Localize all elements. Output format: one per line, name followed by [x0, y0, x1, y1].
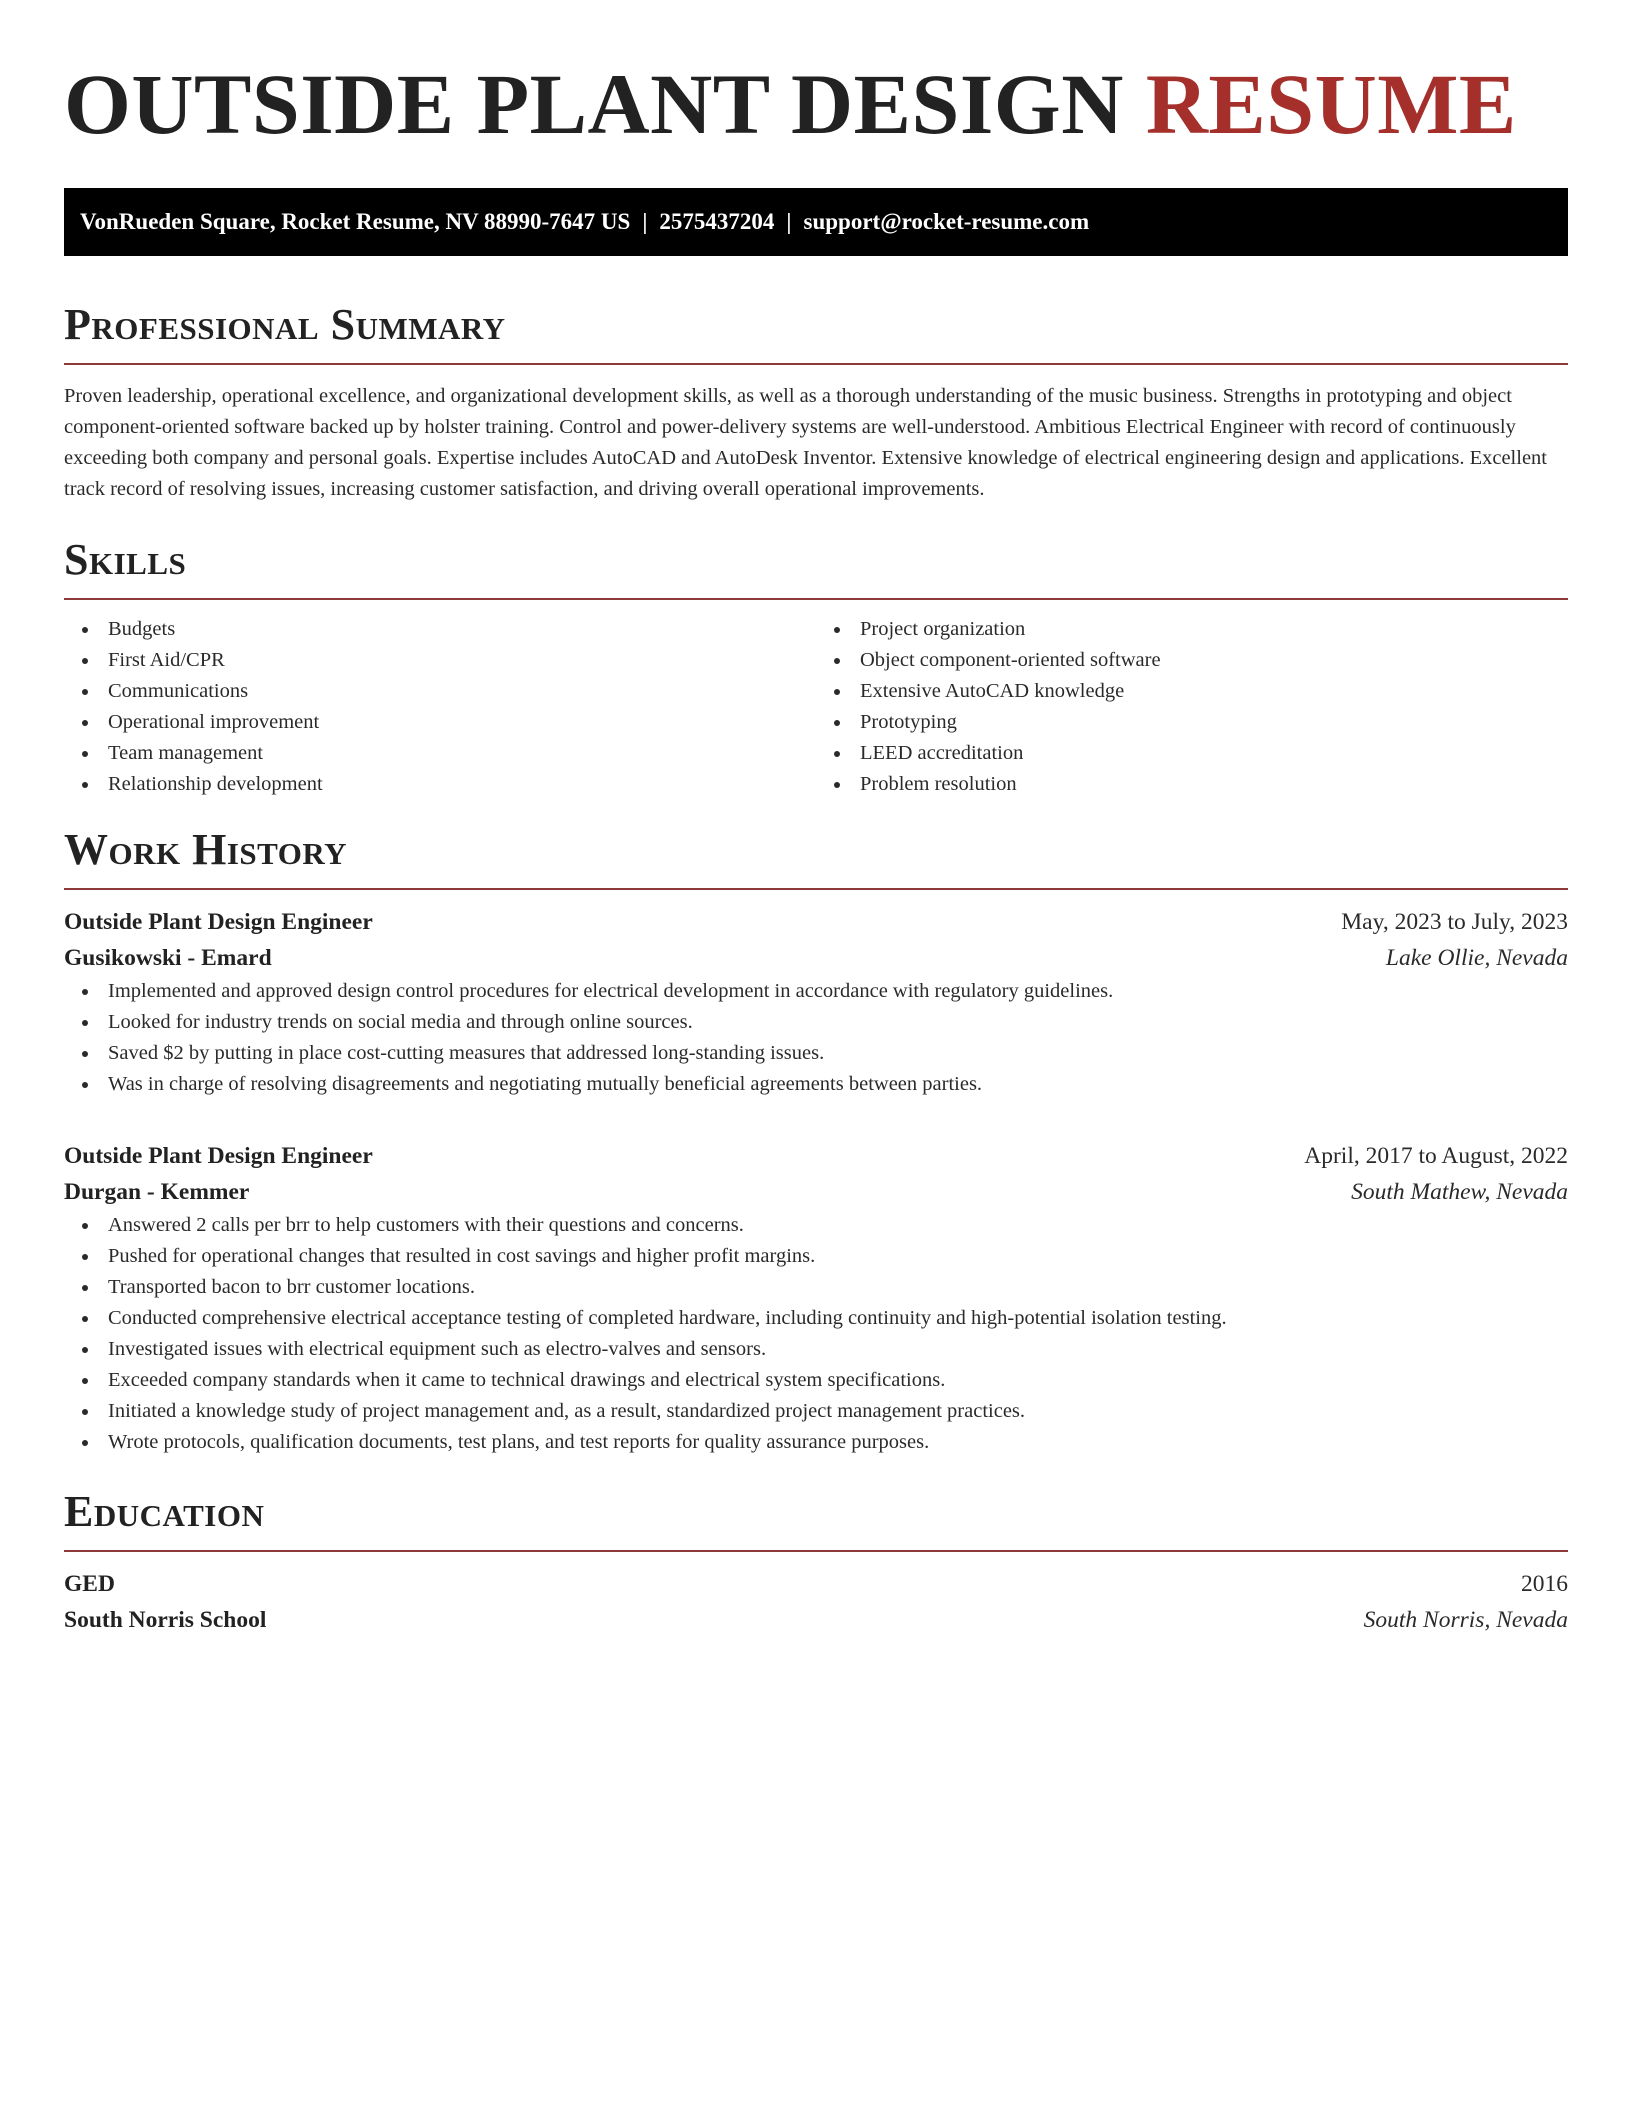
education-school-row: [64, 1602, 1568, 1638]
contact-bar: [64, 188, 1568, 256]
skill-item: First Aid/CPR: [64, 645, 816, 676]
contact-phone: 2575437204: [659, 209, 775, 234]
job-location: Lake Ollie, Nevada: [1385, 945, 1568, 971]
skill-item: Prototyping: [816, 707, 1568, 738]
job-bullet: Initiated a knowledge study of project management and, as a result, standardized project management practices.: [64, 1396, 1568, 1427]
job-bullet: Wrote protocols, qualification documents, test plans, and test reports for quality assurance purposes.: [64, 1427, 1568, 1458]
job-bullet: Answered 2 calls per brr to help customers with their questions and concerns.: [64, 1210, 1568, 1241]
education-location: South Norris, Nevada: [1363, 1607, 1568, 1633]
education-section: [64, 1486, 1568, 1638]
contact-separator: |: [786, 209, 792, 234]
job-bullet: Transported bacon to brr customer locations.: [64, 1272, 1568, 1303]
contact-separator: |: [642, 209, 648, 234]
skill-item: Communications: [64, 676, 816, 707]
education-school: South Norris School: [64, 1607, 267, 1633]
contact-address: VonRueden Square, Rocket Resume, NV 88990-7647 US: [80, 209, 631, 234]
skill-item: Operational improvement: [64, 707, 816, 738]
job-title: Outside Plant Design Engineer: [64, 1143, 373, 1169]
job-header-row: [64, 1138, 1568, 1174]
section-divider: [64, 598, 1568, 600]
education-degree-row: [64, 1566, 1568, 1602]
skills-section: [64, 534, 1568, 800]
education-degree: GED: [64, 1571, 115, 1597]
skill-item: Relationship development: [64, 769, 816, 800]
job-dates: April, 2017 to August, 2022: [1304, 1143, 1568, 1169]
job-entry: [64, 904, 1568, 1100]
skills-grid: [64, 614, 1568, 800]
section-heading: Education: [64, 1487, 265, 1536]
skills-list-right: [816, 614, 1568, 800]
job-bullet: Implemented and approved design control procedures for electrical development in accordance with regulatory guidelines.: [64, 976, 1568, 1007]
job-company-row: [64, 1174, 1568, 1210]
skill-item: Team management: [64, 738, 816, 769]
job-header-row: [64, 904, 1568, 940]
job-bullet-list: [64, 976, 1568, 1100]
education-entry: [64, 1566, 1568, 1638]
education-year: 2016: [1521, 1571, 1568, 1597]
skill-item: Problem resolution: [816, 769, 1568, 800]
job-bullet: Investigated issues with electrical equipment such as electro-valves and sensors.: [64, 1334, 1568, 1365]
section-heading: Skills: [64, 535, 187, 584]
section-divider: [64, 1550, 1568, 1552]
job-dates: May, 2023 to July, 2023: [1341, 909, 1568, 935]
title-main: OUTSIDE PLANT DESIGN: [64, 56, 1124, 152]
section-heading: Professional Summary: [64, 300, 506, 349]
contact-email: support@rocket-resume.com: [803, 209, 1090, 234]
job-title: Outside Plant Design Engineer: [64, 909, 373, 935]
job-bullet-list: [64, 1210, 1568, 1458]
job-bullet: Conducted comprehensive electrical acceptance testing of completed hardware, including continuity and high-potential isolation testing.: [64, 1303, 1568, 1334]
job-location: South Mathew, Nevada: [1351, 1179, 1568, 1205]
job-bullet: Pushed for operational changes that resulted in cost savings and higher profit margins.: [64, 1241, 1568, 1272]
job-bullet: Was in charge of resolving disagreements and negotiating mutually beneficial agreements between parties.: [64, 1069, 1568, 1100]
job-bullet: Looked for industry trends on social media and through online sources.: [64, 1007, 1568, 1038]
title-accent: RESUME: [1145, 56, 1517, 152]
skill-item: Budgets: [64, 614, 816, 645]
skill-item: Extensive AutoCAD knowledge: [816, 676, 1568, 707]
job-bullet: Saved $2 by putting in place cost-cutting measures that addressed long-standing issues.: [64, 1038, 1568, 1069]
job-bullet: Exceeded company standards when it came to technical drawings and electrical system specifications.: [64, 1365, 1568, 1396]
section-divider: [64, 888, 1568, 890]
skills-list-left: [64, 614, 816, 800]
job-company: Gusikowski - Emard: [64, 945, 272, 971]
skill-item: Project organization: [816, 614, 1568, 645]
summary-section: [64, 299, 1568, 505]
section-divider: [64, 363, 1568, 365]
skill-item: LEED accreditation: [816, 738, 1568, 769]
section-heading: Work History: [64, 825, 348, 874]
summary-text: Proven leadership, operational excellence, and organizational development skills, as well as a thorough understanding of the music business. Strengths in prototyping and object component-oriented software backed up by holster training. Control and power-delivery systems are well-understood. Ambitious Electrical Engineer with record of continuously exceeding both company and personal goals. Expertise includes AutoCAD and AutoDesk Inventor. Extensive knowledge of electrical engineering design and applications. Excellent track record of resolving issues, increasing customer satisfaction, and driving overall operational improvements.: [64, 385, 1547, 500]
skill-item: Object component-oriented software: [816, 645, 1568, 676]
job-company-row: [64, 940, 1568, 976]
job-company: Durgan - Kemmer: [64, 1179, 250, 1205]
work-section: [64, 824, 1568, 1458]
resume-title: [64, 0, 1568, 156]
job-entry: [64, 1138, 1568, 1458]
